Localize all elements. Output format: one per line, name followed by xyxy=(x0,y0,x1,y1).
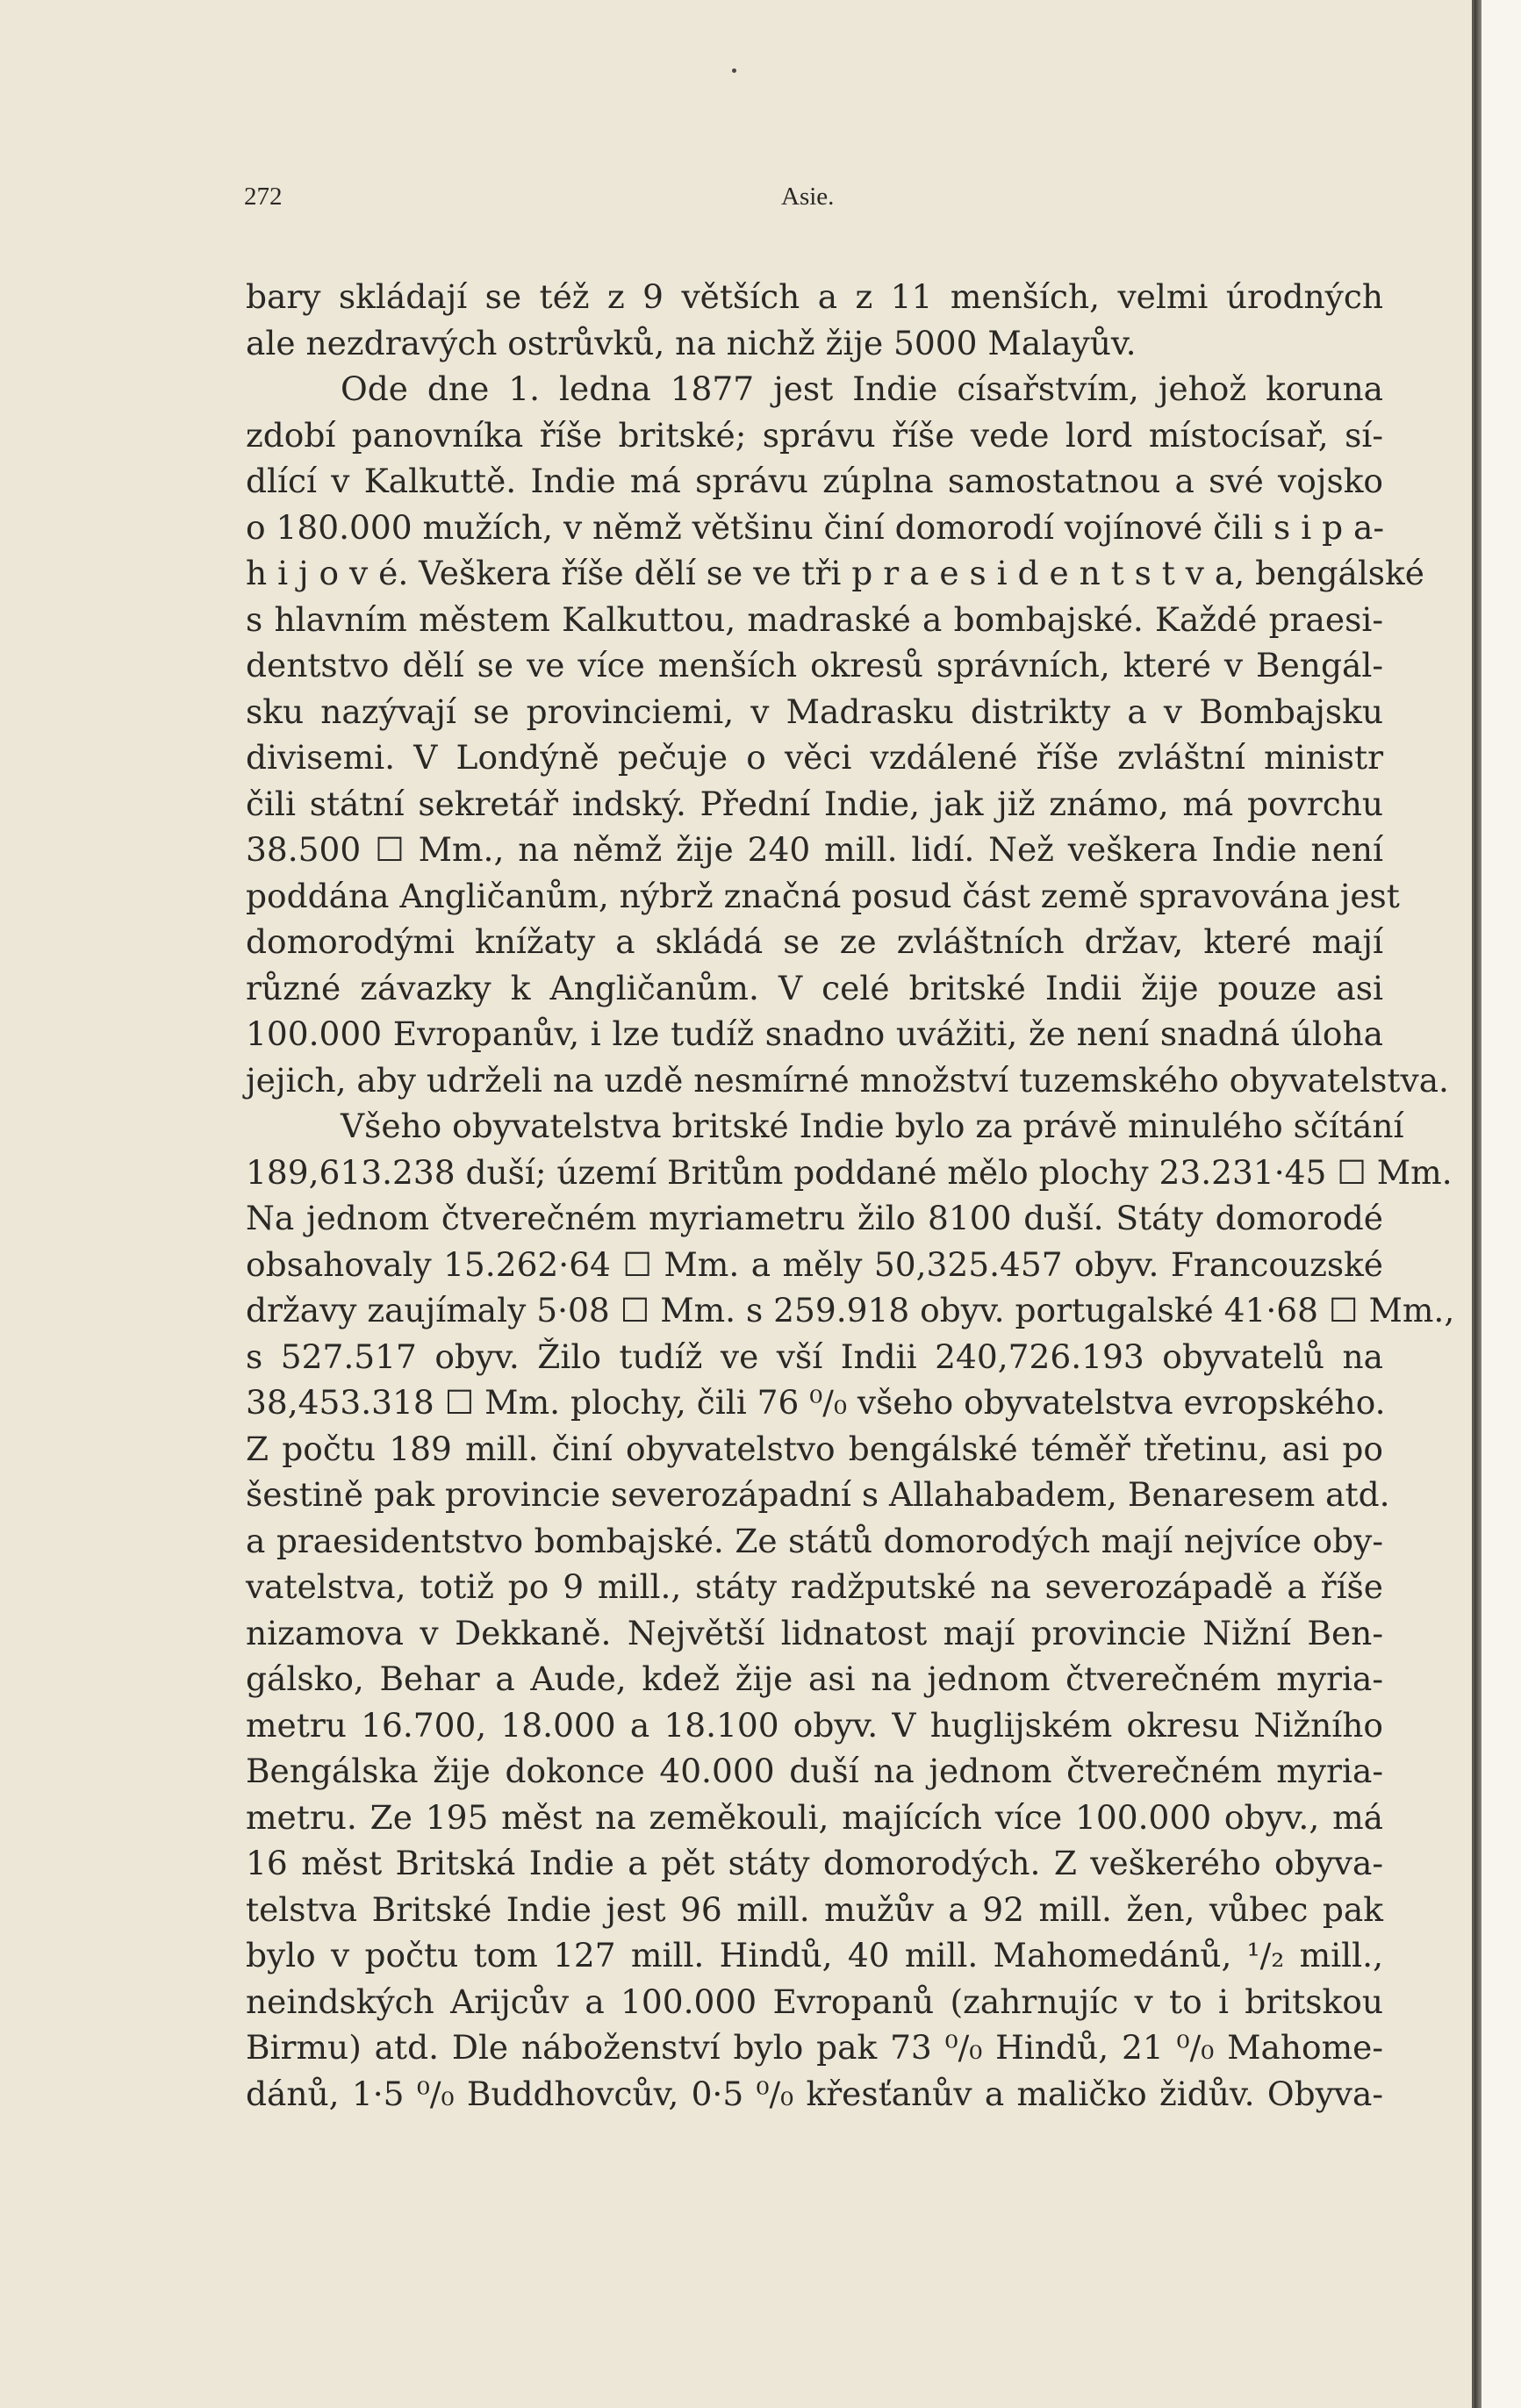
text-line: Bengálska žije dokonce 40.000 duší na jednom čtverečném myria- xyxy=(246,1752,1383,1790)
text-line: vatelstva, totiž po 9 mill., státy radžputské na severozápadě a říše xyxy=(246,1567,1383,1606)
text-line: Na jednom čtverečném myriametru žilo 8100 duší. Státy domorodé xyxy=(246,1199,1383,1237)
page-edge xyxy=(1472,0,1521,2408)
text-line: s hlavním městem Kalkuttou, madraské a bombajské. Každé praesi- xyxy=(246,599,1383,639)
print-speck xyxy=(732,68,736,73)
page-number: 272 xyxy=(244,183,283,211)
text-line: metru 16.700, 18.000 a 18.100 obyv. V huglijském okresu Nižního xyxy=(246,1705,1383,1745)
text-line: dentstvo dělí se ve více menších okresů správních, které v Bengál- xyxy=(246,646,1383,684)
text-line: 38.500 ☐ Mm., na němž žije 240 mill. lidí. Než veškera Indie není xyxy=(246,830,1383,869)
text-line: bylo v počtu tom 127 mill. Hindů, 40 mill. Mahomedánů, ¹/₂ mill., xyxy=(246,1936,1383,1974)
text-line: sku nazývají se provinciemi, v Madrasku distrikty a v Bombajsku xyxy=(246,692,1383,731)
text-line: dánů, 1·5 ⁰/₀ Buddhovcův, 0·5 ⁰/₀ křesťanův a maličko židův. Obyva- xyxy=(246,2074,1383,2113)
text-line: nizamova v Dekkaně. Největší lidnatost mají provincie Nižní Ben- xyxy=(246,1613,1383,1652)
text-line: divisemi. V Londýně pečuje o věci vzdálené říše zvláštní ministr xyxy=(246,738,1383,777)
text-line: 16 měst Britská Indie a pět státy domorodých. Z veškerého obyva- xyxy=(246,1844,1383,1882)
text-line: s 527.517 obyv. Žilo tudíž ve vší Indii 240,726.193 obyvatelů na xyxy=(246,1337,1383,1376)
page-edge-shadow xyxy=(1474,0,1482,2408)
text-line: dlící v Kalkuttě. Indie má správu zúplna samostatnou a své vojsko xyxy=(246,462,1383,500)
text-line: různé závazky k Angličanům. V celé britské Indii žije pouze asi xyxy=(246,968,1383,1007)
text-line: Z počtu 189 mill. činí obyvatelstvo bengálské téměř třetinu, asi po xyxy=(246,1429,1383,1468)
text-line: domorodými knížaty a skládá se ze zvláštních držav, které mají xyxy=(246,922,1383,961)
text-line: Ode dne 1. ledna 1877 jest Indie císařstvím, jehož koruna xyxy=(341,369,1383,408)
running-title: Asie. xyxy=(781,183,835,211)
text-line: zdobí panovníka říše britské; správu říše vede lord místocísař, sí- xyxy=(246,415,1383,455)
text-line: h i j o v é. Veškera říše dělí se ve tři p r a e s i d e n t s t v a, bengálské xyxy=(246,554,1424,592)
text-line: 100.000 Evropanův, i lze tudíž snadno uvážiti, že není snadná úloha xyxy=(246,1014,1383,1053)
text-line: metru. Ze 195 měst na zeměkouli, majících více 100.000 obyv., má xyxy=(246,1797,1383,1837)
text-line: jejich, aby udrželi na uzdě nesmírné množství tuzemského obyvatelstva. xyxy=(246,1060,1449,1100)
running-head xyxy=(244,183,1385,218)
text-line: čili státní sekretář indský. Přední Indie, jak již známo, má povrchu xyxy=(246,784,1383,823)
text-line: telstva Britské Indie jest 96 mill. mužův a 92 mill. žen, vůbec pak xyxy=(246,1889,1383,1929)
text-line: a praesidentstvo bombajské. Ze států domorodých mají nejvíce oby- xyxy=(246,1521,1383,1560)
text-line: neindských Arijcův a 100.000 Evropanů (zahrnujíc v to i britskou xyxy=(246,1982,1383,2021)
text-line: bary skládají se též z 9 větších a z 11 menších, velmi úrodných xyxy=(246,277,1383,316)
text-line: 189,613.238 duší; území Britům poddané mělo plochy 23.231·45 ☐ Mm. xyxy=(246,1152,1453,1192)
text-line: o 180.000 mužích, v němž většinu činí domorodí vojínové čili s i p a- xyxy=(246,507,1385,547)
text-line: Birmu) atd. Dle náboženství bylo pak 73 ⁰/₀ Hindů, 21 ⁰/₀ Mahome- xyxy=(246,2028,1383,2067)
text-line: Všeho obyvatelstva britské Indie bylo za právě minulého sčítání xyxy=(341,1107,1404,1145)
text-line: obsahovaly 15.262·64 ☐ Mm. a měly 50,325.457 obyv. Francouzské xyxy=(246,1244,1383,1284)
text-line: ale nezdravých ostrůvků, na nichž žije 5000 Malayův. xyxy=(246,323,1137,362)
text-line: gálsko, Behar a Aude, kdež žije asi na jednom čtverečném myria- xyxy=(246,1659,1383,1698)
body-text xyxy=(246,274,1455,2117)
text-line: 38,453.318 ☐ Mm. plochy, čili 76 ⁰/₀ všeho obyvatelstva evropského. xyxy=(246,1383,1386,1422)
text-line: državy zaujímaly 5·08 ☐ Mm. s 259.918 obyv. portugalské 41·68 ☐ Mm., xyxy=(246,1291,1455,1329)
text-line: šestině pak provincie severozápadní s Allahabadem, Benaresem atd. xyxy=(246,1475,1390,1514)
text-line: poddána Angličanům, nýbrž značná posud část země spravována jest xyxy=(246,876,1400,915)
